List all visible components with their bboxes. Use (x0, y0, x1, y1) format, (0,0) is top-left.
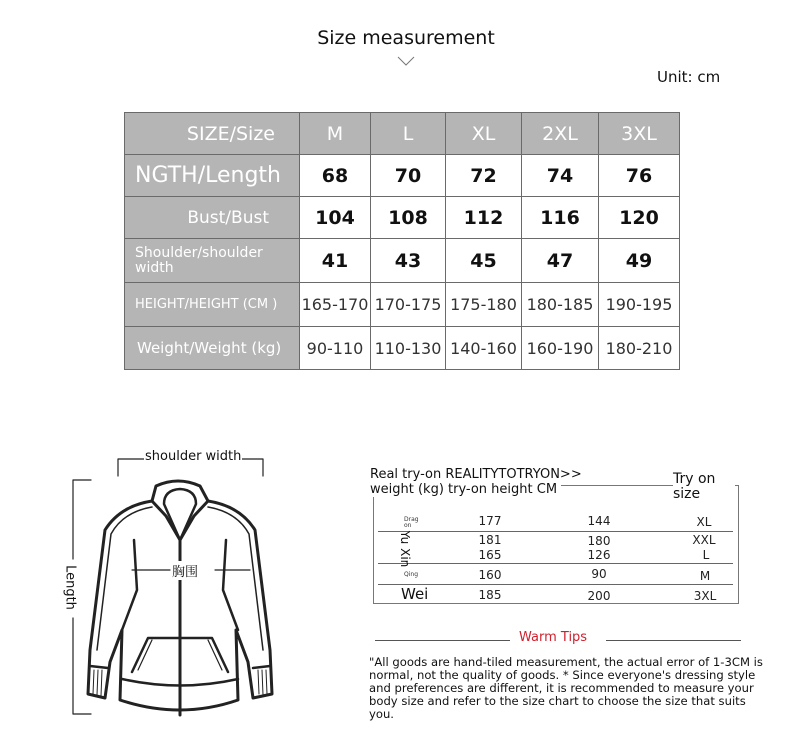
row-divider (378, 563, 733, 564)
column-header: SIZE/Size (125, 113, 300, 155)
table-row (125, 283, 680, 327)
table-cell: 74 (522, 155, 599, 197)
table-row (125, 197, 680, 239)
tryon-size: XL (696, 515, 712, 529)
tryon-weight: 126 (587, 548, 611, 562)
jacket-diagram (60, 440, 300, 730)
tryon-height: 181 (478, 533, 502, 547)
tryon-height: 165 (478, 548, 502, 562)
table-cell: 43 (371, 239, 446, 283)
table-cell: 108 (371, 197, 446, 239)
tryon-heading: Real try-on REALITYTOTRYON>> (370, 467, 582, 482)
table-cell: 180-210 (599, 327, 680, 370)
row-label: Weight/Weight (kg) (125, 327, 300, 370)
chest-label: 胸围 (172, 561, 198, 580)
table-cell: 49 (599, 239, 680, 283)
row-label: HEIGHT/HEIGHT (CM ) (125, 283, 300, 327)
divider (606, 640, 741, 641)
table-cell: 165-170 (300, 283, 371, 327)
tryon-size: M (699, 569, 711, 583)
warm-tips-body: "All goods are hand-tiled measurement, the actual error of 1-3CM is normal, not the quality of goods. * Since everyone's dressing style and preferences are different, it is recommended to measure your body size and refer to the size chart to choose the size that suits you. (369, 655, 763, 721)
row-divider (378, 531, 733, 532)
tryon-subheading: weight (kg) try-on height CM (370, 482, 561, 497)
table-cell: 170-175 (371, 283, 446, 327)
table-cell: 160-190 (522, 327, 599, 370)
tryon-size: 3XL (693, 589, 717, 603)
tryon-height: 160 (478, 568, 502, 582)
row-label: Bust/Bust (125, 197, 300, 239)
page-title: Size measurement (317, 27, 495, 49)
table-cell: 175-180 (446, 283, 522, 327)
warm-tips-title: Warm Tips (519, 630, 588, 645)
table-cell: 45 (446, 239, 522, 283)
tryon-weight: 200 (587, 589, 611, 603)
tryon-height: 185 (478, 588, 502, 602)
row-label-text: NGTH/Length (135, 163, 281, 188)
tryon-weight: 90 (591, 567, 607, 581)
tryon-size: XXL (692, 533, 716, 547)
tryon-height: 177 (478, 514, 502, 528)
length-label: Length (63, 560, 78, 616)
shoulder-width-label: shoulder width (145, 449, 242, 464)
table-cell: 68 (300, 155, 371, 197)
table-cell: 140-160 (446, 327, 522, 370)
tester-name: Wei (401, 585, 429, 603)
table-cell: 110-130 (371, 327, 446, 370)
row-label (125, 155, 300, 197)
tryon-size: L (702, 548, 710, 562)
length-bracket (73, 480, 91, 565)
size-table (124, 112, 680, 370)
column-header: M (300, 113, 371, 155)
table-cell: 90-110 (300, 327, 371, 370)
column-header: 3XL (599, 113, 680, 155)
column-header: XL (446, 113, 522, 155)
table-cell: 180-185 (522, 283, 599, 327)
table-row (125, 327, 680, 370)
tester-name: Dragon (404, 516, 419, 529)
column-header: L (371, 113, 446, 155)
table-row (125, 239, 680, 283)
tryon-weight: 180 (587, 534, 611, 548)
table-cell: 76 (599, 155, 680, 197)
table-cell: 104 (300, 197, 371, 239)
table-cell: 116 (522, 197, 599, 239)
table-cell: 112 (446, 197, 522, 239)
table-cell: 72 (446, 155, 522, 197)
tryon-weight: 144 (587, 514, 611, 528)
table-cell: 41 (300, 239, 371, 283)
table-row (125, 155, 680, 197)
tester-name: Qing (404, 571, 419, 578)
table-cell: 190-195 (599, 283, 680, 327)
tryon-size-heading: Try on size (673, 472, 735, 502)
row-label: Shoulder/shoulder width (125, 239, 300, 283)
tester-name: Yu Xin (398, 530, 412, 568)
table-header-row (125, 113, 680, 155)
column-header: 2XL (522, 113, 599, 155)
chevron-down-icon (397, 56, 415, 66)
table-cell: 120 (599, 197, 680, 239)
row-divider (378, 584, 733, 585)
divider (375, 640, 510, 641)
unit-label: Unit: cm (657, 68, 721, 86)
table-cell: 47 (522, 239, 599, 283)
table-cell: 70 (371, 155, 446, 197)
